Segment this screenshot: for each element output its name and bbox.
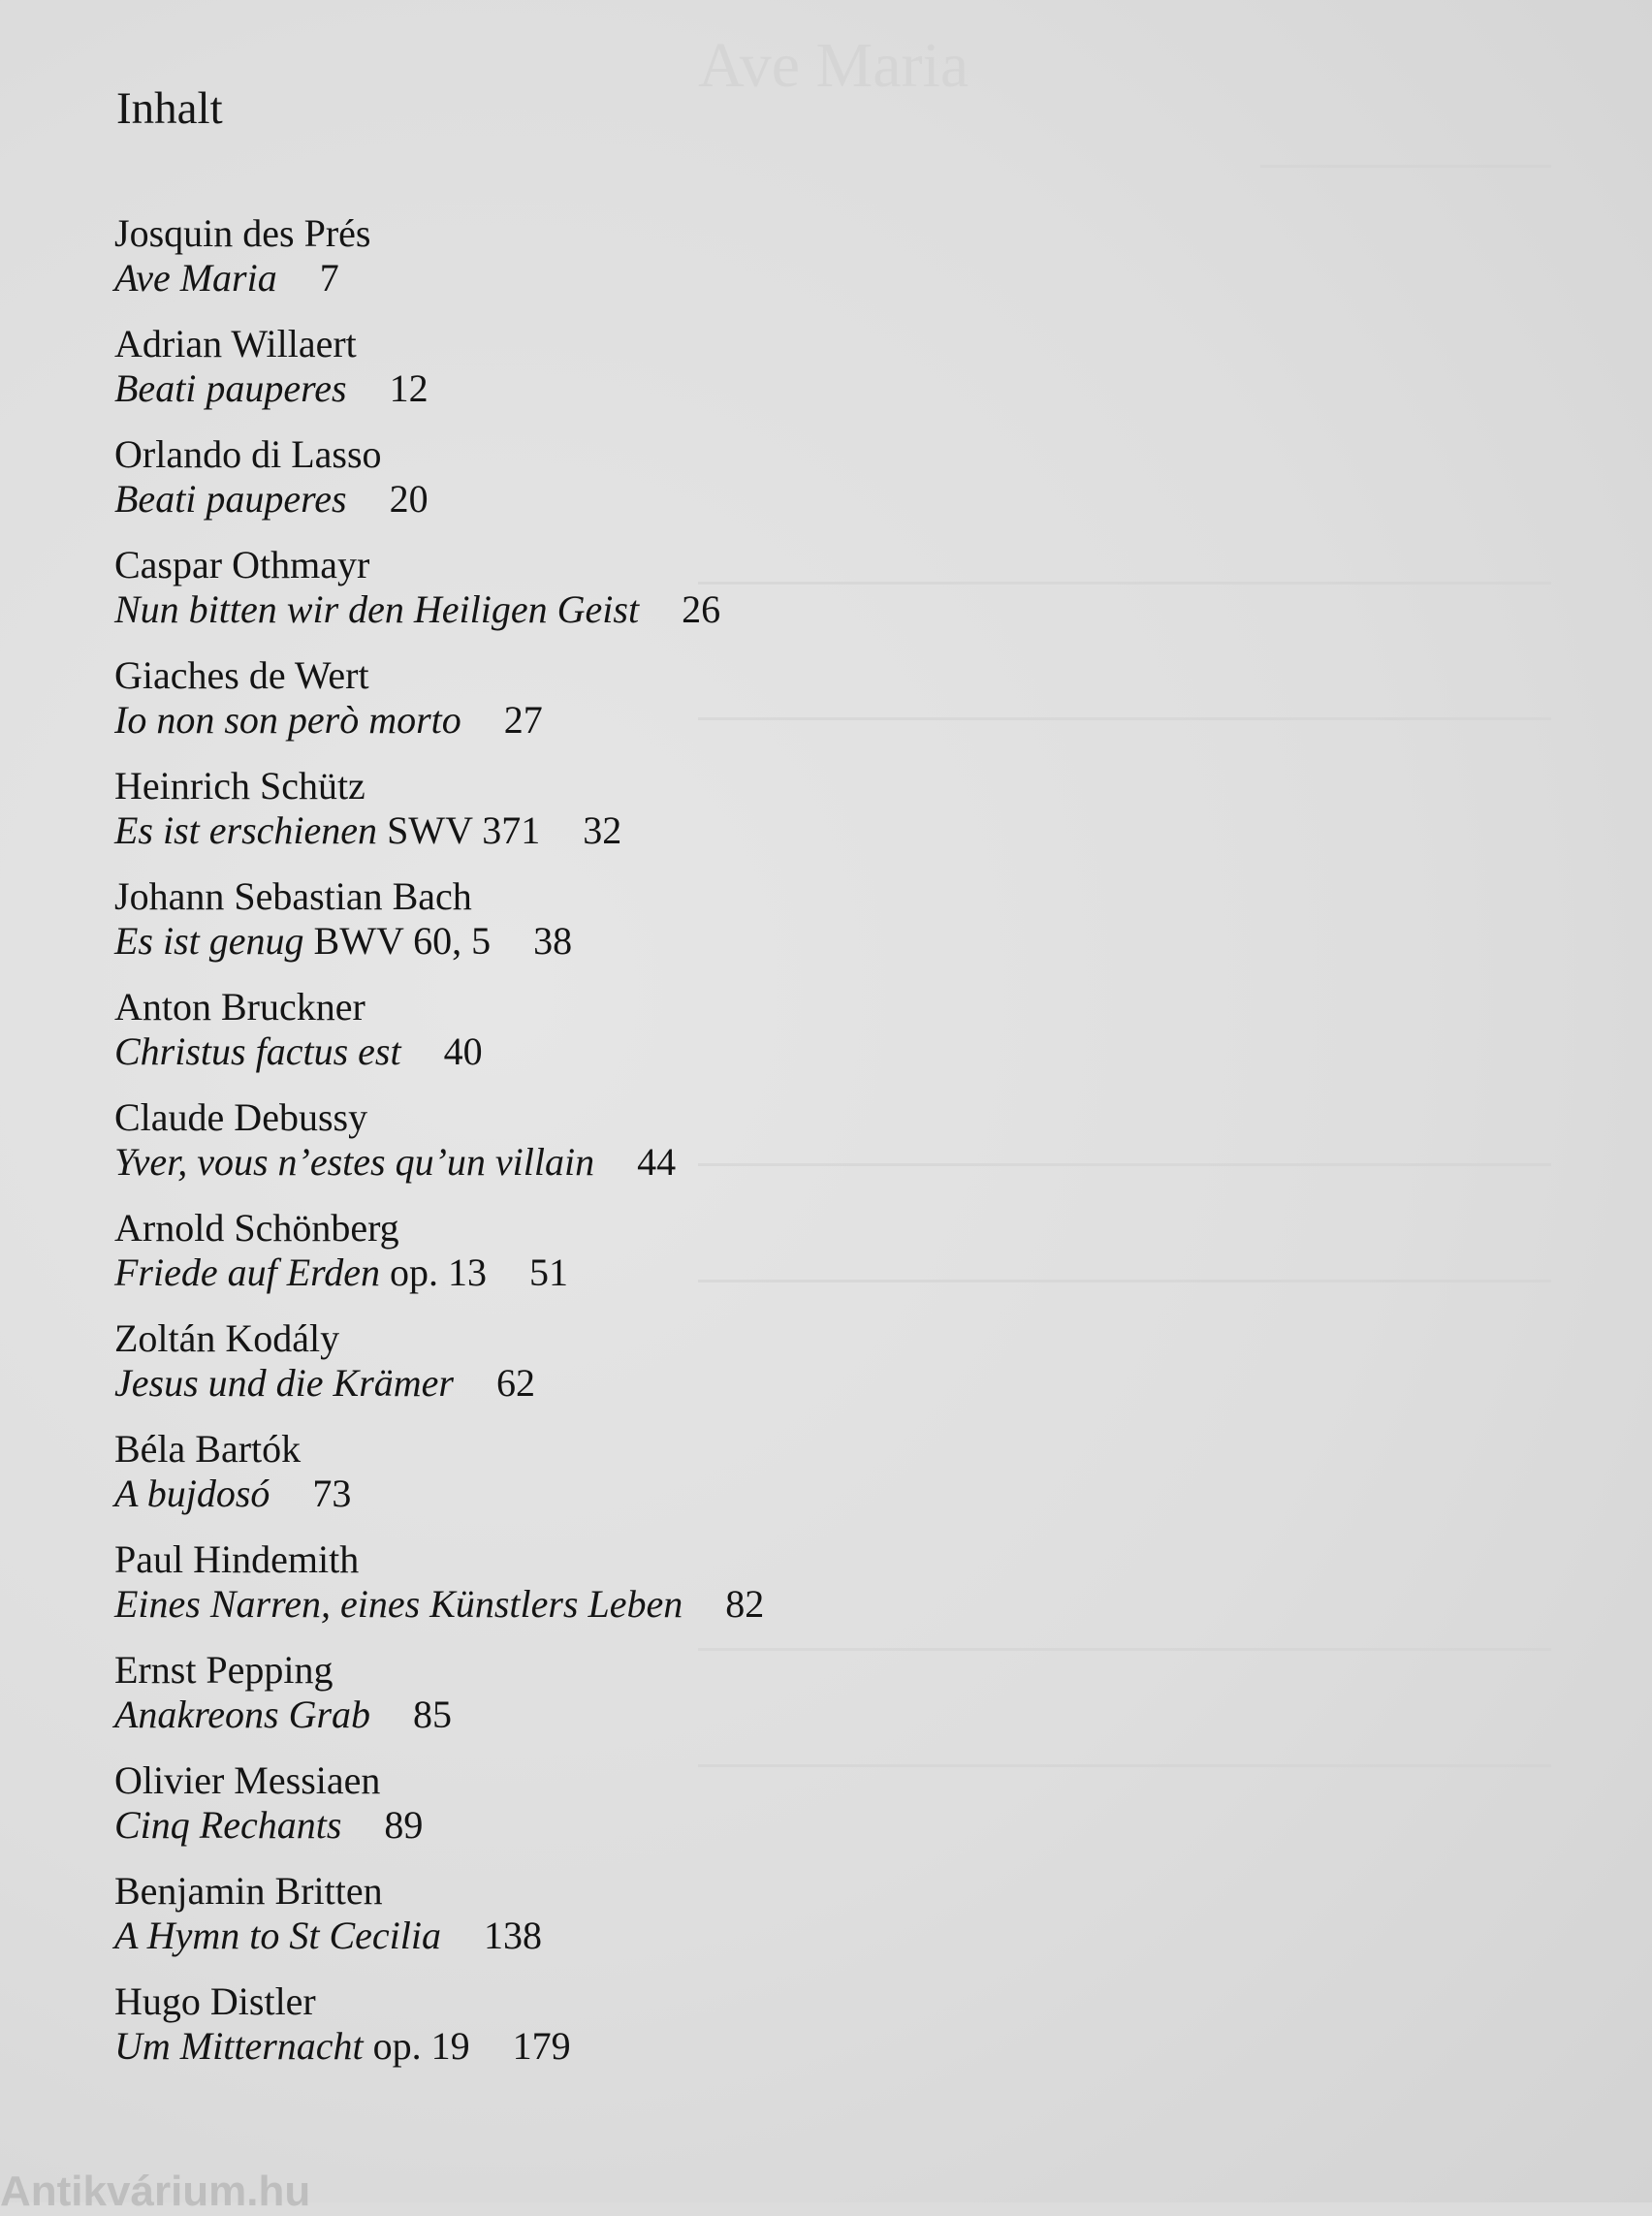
work-line xyxy=(114,477,987,522)
composer-name: Benjamin Britten xyxy=(114,1869,383,1913)
work-line xyxy=(114,1914,987,1958)
toc-entry xyxy=(114,1427,987,1537)
composer-name: Claude Debussy xyxy=(114,1095,368,1139)
page-number: 40 xyxy=(443,1029,483,1073)
catalog-number: op. 13 xyxy=(390,1250,488,1294)
work-line xyxy=(114,1361,987,1406)
toc-entry xyxy=(114,1979,987,2090)
work-title: Beati pauperes xyxy=(114,366,347,410)
work-title: Yver, vous n’estes qu’un villain xyxy=(114,1140,595,1184)
toc-entry xyxy=(114,874,987,985)
work-line xyxy=(114,808,987,853)
table-of-contents xyxy=(114,211,987,2090)
composer-name: Josquin des Prés xyxy=(114,211,371,255)
work-title: Anakreons Grab xyxy=(114,1693,371,1736)
work-title: Es ist erschienen xyxy=(114,808,378,852)
toc-entry xyxy=(114,543,987,653)
catalog-number: SWV 371 xyxy=(387,808,541,852)
page-number: 44 xyxy=(637,1140,677,1184)
toc-entry xyxy=(114,1758,987,1869)
work-line xyxy=(114,1140,987,1185)
toc-entry xyxy=(114,1316,987,1427)
composer-name: Béla Bartók xyxy=(114,1427,302,1471)
composer-name: Caspar Othmayr xyxy=(114,543,370,586)
watermark: Antikvárium.hu xyxy=(0,2168,311,2215)
page-number: 51 xyxy=(529,1250,569,1294)
catalog-number: op. 19 xyxy=(372,2024,470,2068)
composer-name: Ernst Pepping xyxy=(114,1648,334,1692)
page-number: 27 xyxy=(503,698,543,742)
toc-entry xyxy=(114,985,987,1095)
composer-name: Heinrich Schütz xyxy=(114,764,365,807)
composer-name: Johann Sebastian Bach xyxy=(114,874,472,918)
page-number: 62 xyxy=(495,1361,535,1405)
toc-entry xyxy=(114,1869,987,1979)
toc-entry xyxy=(114,1648,987,1758)
page-number: 26 xyxy=(682,587,721,631)
work-title: Friede auf Erden xyxy=(114,1250,381,1294)
page-number: 38 xyxy=(533,919,573,963)
work-line xyxy=(114,1472,987,1516)
work-line xyxy=(114,366,987,411)
work-line xyxy=(114,919,987,964)
work-line xyxy=(114,1250,987,1295)
work-title: A bujdosó xyxy=(114,1472,270,1515)
composer-name: Arnold Schönberg xyxy=(114,1206,399,1250)
work-line xyxy=(114,256,987,301)
work-line xyxy=(114,1693,987,1737)
toc-entry xyxy=(114,653,987,764)
work-title: Christus factus est xyxy=(114,1029,401,1073)
composer-name: Orlando di Lasso xyxy=(114,432,382,476)
work-title: Ave Maria xyxy=(114,256,277,300)
bleed-through-title: Ave Maria xyxy=(698,30,969,101)
composer-name: Giaches de Wert xyxy=(114,653,369,697)
page-number: 73 xyxy=(312,1472,352,1515)
work-title: Io non son però morto xyxy=(114,698,461,742)
composer-name: Adrian Willaert xyxy=(114,322,357,365)
work-line xyxy=(114,2024,987,2069)
work-title: Nun bitten wir den Heiligen Geist xyxy=(114,587,640,631)
work-title: Beati pauperes xyxy=(114,477,347,521)
work-line xyxy=(114,1582,987,1627)
composer-name: Anton Bruckner xyxy=(114,985,365,1029)
composer-name: Zoltán Kodály xyxy=(114,1316,340,1360)
work-line xyxy=(114,1029,987,1074)
work-title: A Hymn to St Cecilia xyxy=(114,1914,441,1957)
composer-name: Olivier Messiaen xyxy=(114,1758,381,1802)
toc-entry xyxy=(114,1206,987,1316)
toc-entry xyxy=(114,432,987,543)
catalog-number: BWV 60, 5 xyxy=(313,919,492,963)
toc-entry xyxy=(114,764,987,874)
toc-entry xyxy=(114,211,987,322)
page-number: 12 xyxy=(389,366,429,410)
work-line xyxy=(114,698,987,743)
page-number: 20 xyxy=(389,477,429,521)
page-number: 179 xyxy=(512,2024,571,2068)
page-number: 7 xyxy=(319,256,339,300)
toc-entry xyxy=(114,1095,987,1206)
work-title: Jesus und die Krämer xyxy=(114,1361,454,1405)
bleed-through-line xyxy=(1260,165,1551,168)
page-title: Inhalt xyxy=(116,83,223,134)
page-number: 85 xyxy=(413,1693,453,1736)
work-title: Es ist genug xyxy=(114,919,304,963)
work-title: Eines Narren, eines Künstlers Leben xyxy=(114,1582,683,1626)
page-number: 138 xyxy=(484,1914,542,1957)
work-line xyxy=(114,587,987,632)
page-number: 89 xyxy=(384,1803,424,1847)
composer-name: Paul Hindemith xyxy=(114,1537,360,1581)
page-number: 32 xyxy=(583,808,622,852)
toc-entry xyxy=(114,1537,987,1648)
work-line xyxy=(114,1803,987,1848)
composer-name: Hugo Distler xyxy=(114,1979,316,2023)
work-title: Um Mitternacht xyxy=(114,2024,364,2068)
toc-entry xyxy=(114,322,987,432)
work-title: Cinq Rechants xyxy=(114,1803,342,1847)
page-number: 82 xyxy=(725,1582,765,1626)
